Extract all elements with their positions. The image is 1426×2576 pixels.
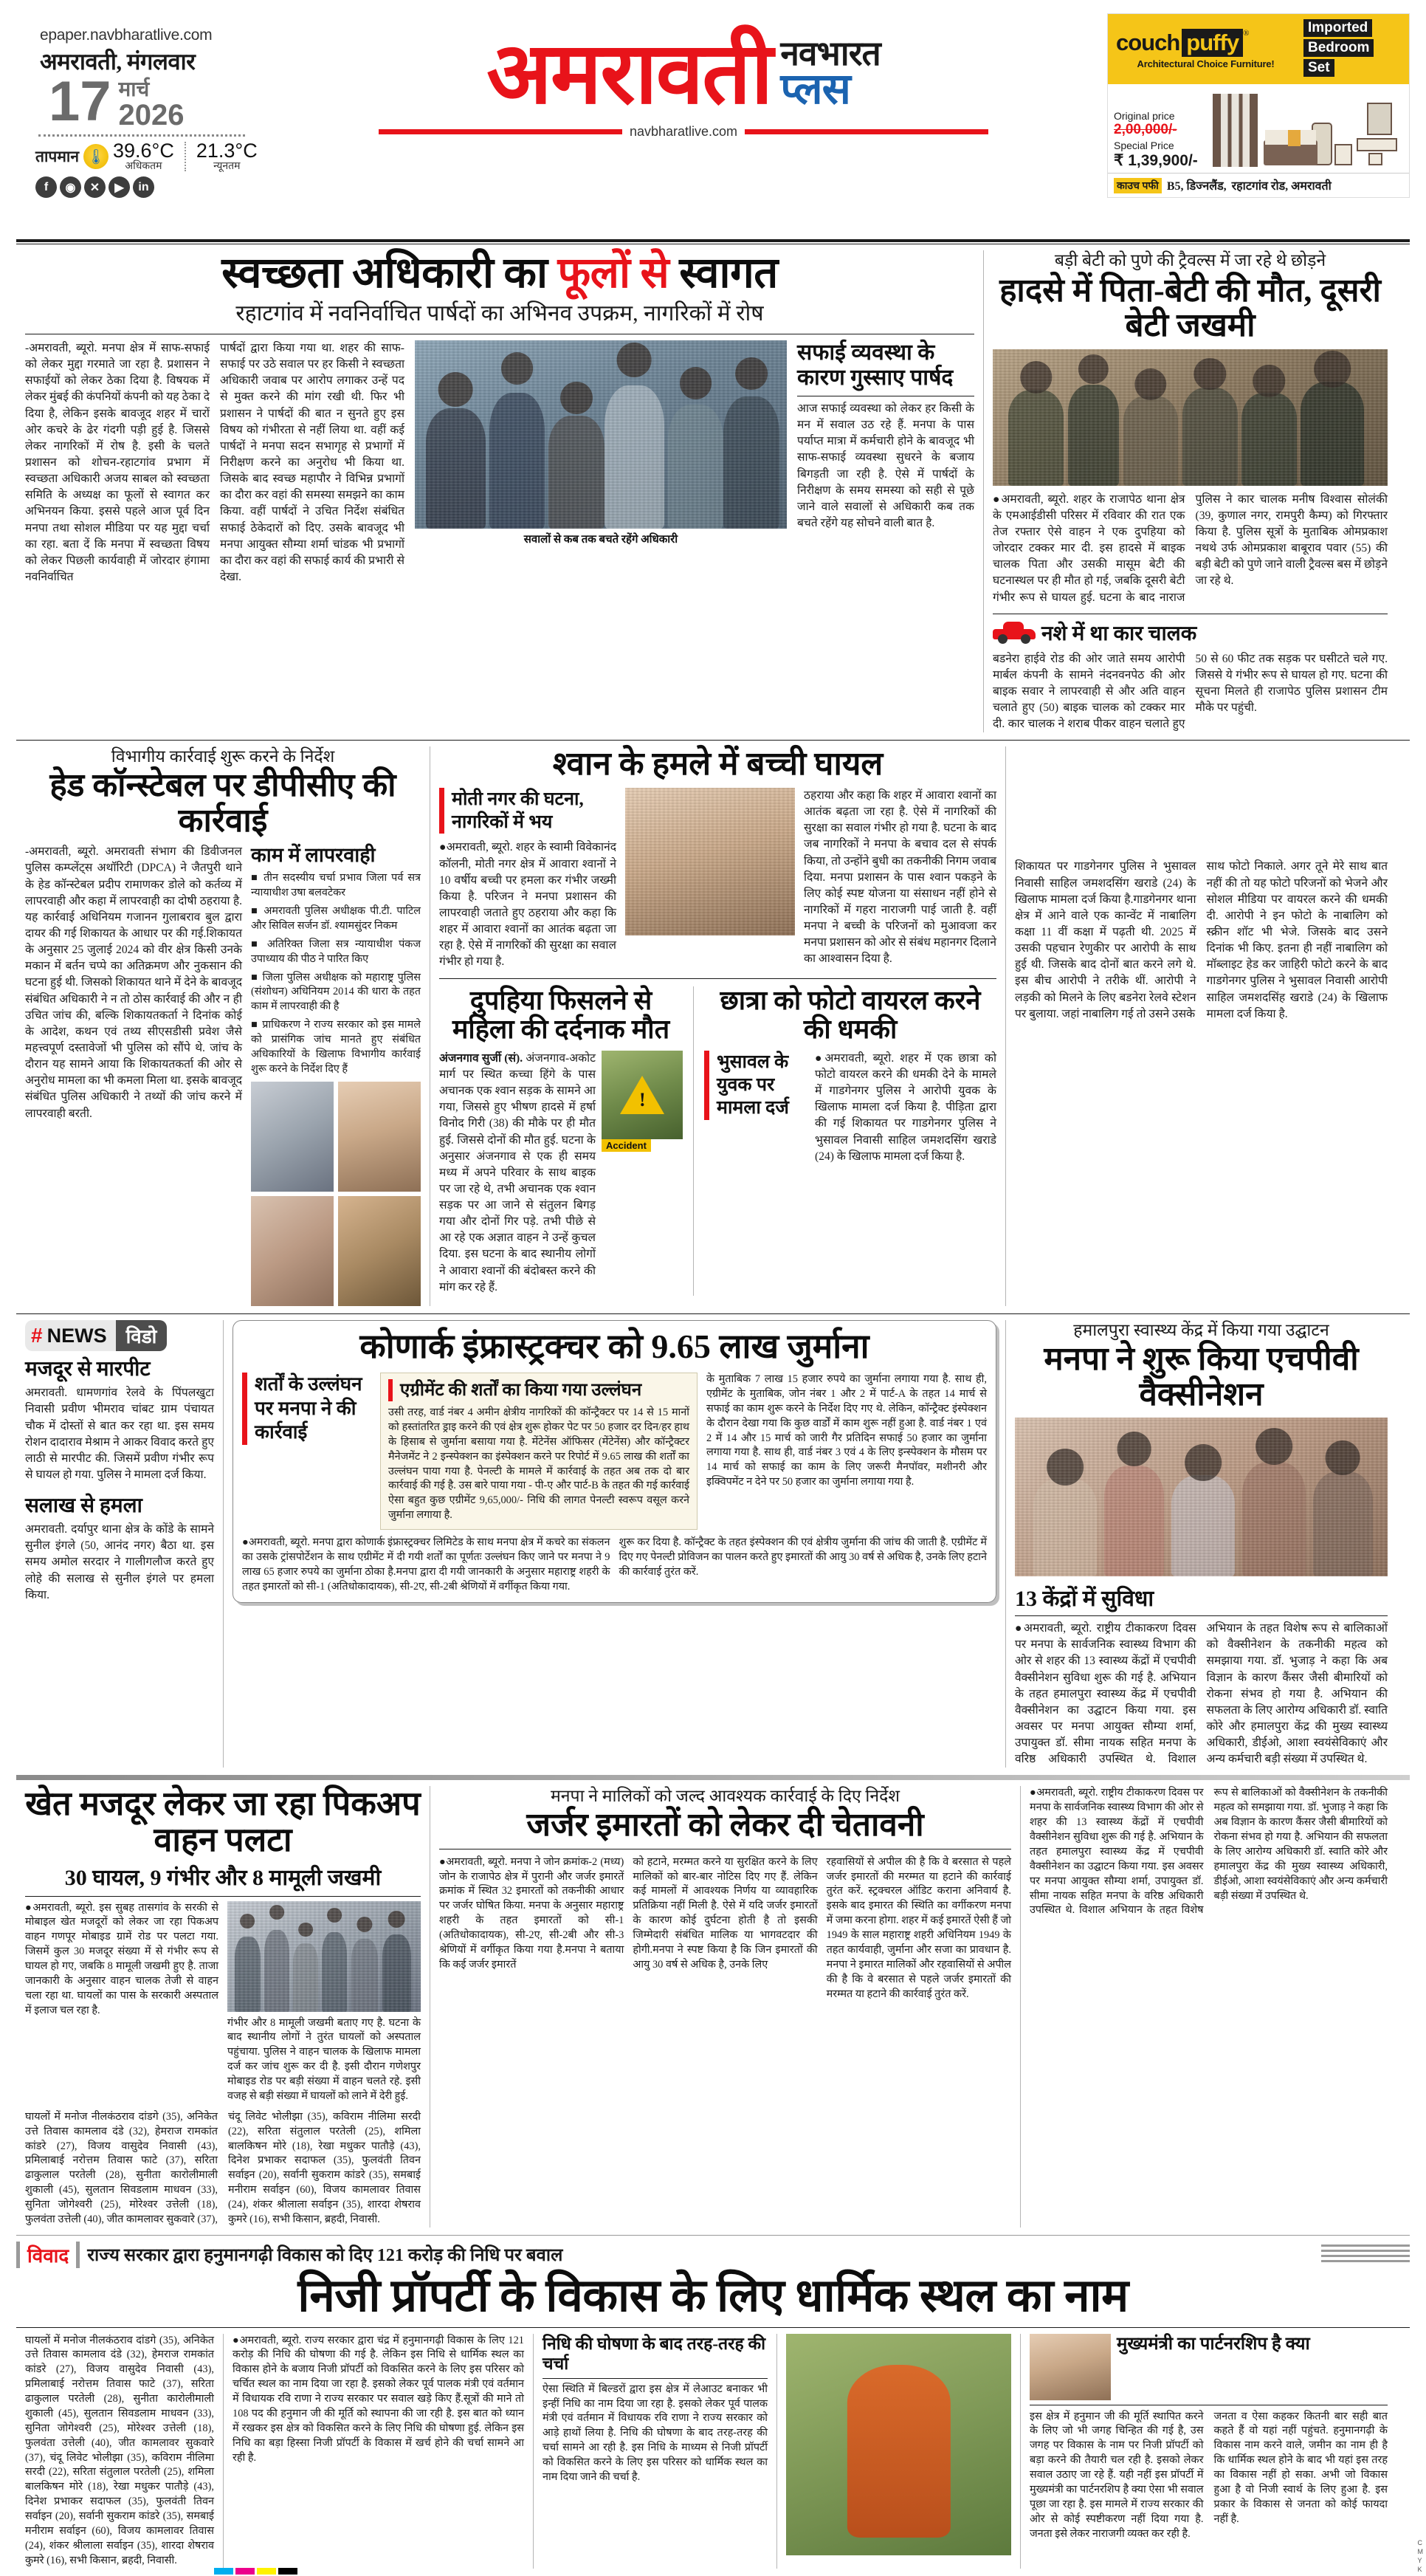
dpca-bullet: ■ तीन सदस्यीय चर्चा प्रभाव जिला पर्व सत्र न्यायाधीश उषा बलवटेकर xyxy=(251,872,421,899)
ad-footer-address-detail: रहाटगांव रोड, अमरावती xyxy=(1231,180,1332,193)
dpca-headline: हेड कॉन्स्टेबल पर डीपीसीए की कार्रवाई xyxy=(49,767,396,839)
dispute-headline: निजी प्रॉपर्टी के विकास के लिए धार्मिक स्थल का नाम xyxy=(297,2270,1129,2321)
lead-kicker: रहाटगांव में नवनिर्वाचित पार्षदों का अभिनव उपक्रम, नागरिकों में रोष xyxy=(235,301,764,326)
driver-body: बडनेरा हाईवे रोड की ओर जाते समय आरोपी मार्बल कंपनी के सामने नंदनवनपेठ की ओर बाइक सवार ने लापरवाही से और अति वाहन चलाते हुए (50) बाइक चालक को टक्कर मार दी. कार चालक ने शराब पीकर वाहन चलाते हुए 50 से 60 फीट तक सड़क पर घसीटते चले गए. जिससे ये गंभीर रूप से घायल हो गए. घटना की सूचना मिलते ही राजापेठ पुलिस प्रशासन टीम मौके पर पहुंची. xyxy=(993,652,1388,731)
dispute-col-2 xyxy=(533,2334,776,2569)
facebook-icon[interactable]: f xyxy=(35,176,57,198)
dpca-bullet: ■ अमरावती पुलिस अधीक्षक पी.टी. पाटिल और सिविल सर्जन डॉ. श्यामसुंदर निकम xyxy=(251,905,421,932)
lead-sidebar: सफाई व्यवस्था के कारण गुस्साए पार्षद आज सफाई व्यवस्था को लेकर हर किसी के मन में सवाल उठ रहे हैं. मनपा के पास पर्याप्त मात्रा में कर्मचारी होने के बावजूद भी साफ-सफाई व्यवस्था सुधरने के बजाय बिगड़ती जा रही है. ऐसे में पार्षदों के निरीक्षण के समय समस्या को सही से पूछे जाने वाले सवालों से अधिकारी कब तक बचते रहेंगे यह सोचने वाली बात है. xyxy=(797,340,974,529)
lead-story xyxy=(16,250,983,732)
date-month: मार्च xyxy=(118,78,150,101)
photo-threat-headline: छात्रा को फोटो वायरल करने की धमकी xyxy=(720,985,981,1045)
hash-icon: # xyxy=(31,1324,43,1347)
video-label[interactable]: विडो xyxy=(116,1320,168,1351)
konark-box xyxy=(232,1320,996,1602)
buildings-kicker: मनपा ने मालिकों को जल्द आवश्यक कार्रवाई के दिए निर्देश xyxy=(550,1787,900,1806)
ad-brand-puffy: puffy xyxy=(1182,29,1243,57)
hpv-body: ●अमरावती, ब्यूरो. राष्ट्रीय टीकाकरण दिवस पर मनपा के सार्वजनिक स्वास्थ्य विभाग की ओर से शहर की 13 स्वास्थ्य केंद्रों में एचपीवी वैक्सीनेशन सुविधा शुरू की गई है. अभियान के तहत हमालपुरा स्वास्थ्य केंद्र में एचपीवी वैक्सीनेशन का उद्घाटन किया गया. इस अवसर पर मनपा आयुक्त सौम्या शर्मा, उपायुक्त डॉ. सीमा नायक सहित मनपा के वरिष्ठ अधिकारी उपस्थित थे. विशाल अभियान के तहत विशेष रूप से बालिकाओं को वैक्सीनेशन के तकनीकी महत्व को समझाया गया. डॉ. भुजाड़ ने कहा कि अब विज्ञान के कारण कैंसर जैसी बीमारियों को रोकना संभव हो गया है. अभियान की सफलता के लिए आरोग्य अधिकारी डॉ. स्वाति कोरे और हमालपुरा केंद्र की मुख्य स्वास्थ्य अधिकारी, डीईओ, आशा स्वयंसेविकाएं और अन्य कर्मचारी बड़ी संख्या में उपस्थित थे. xyxy=(1015,1622,1388,1766)
brief-headline-1: मजदूर से मारपीट xyxy=(25,1358,151,1381)
buildings-body-3: रहवासियों से अपील की है कि वे बरसात से पहले जर्जर इमारतों की मरम्मत या हटाने की कार्रवाई तुरंत करें. स्ट्रक्चरल ऑडिट कराना अनिवार्य है. इसके बाद इमारत की स्थिति का वर्गीकरण मनपा में जमा करना होगा. शहर में कई इमारतें ऐसी हैं जो 1949 के साल महाराष्ट्र शहरी अधिनियम 1949 के तहत कार्यवाही, जुर्माना और सजा का प्रावधान है. मनपा ने इमारत मालिकों और रहवासियों से अपील की है कि वे बरसात से पहले जर्जर इमारतों की मरम्मत या हटाने की कार्रवाई तुरंत करें. xyxy=(826,1855,1011,2000)
dispute-strip xyxy=(16,2235,1410,2268)
hpv-tail-body: ●अमरावती, ब्यूरो. राष्ट्रीय टीकाकरण दिवस पर मनपा के सार्वजनिक स्वास्थ्य विभाग की ओर से शहर की 13 स्वास्थ्य केंद्रों में एचपीवी वैक्सीनेशन सुविधा शुरू की गई है. अभियान के तहत हमालपुरा स्वास्थ्य केंद्र में एचपीवी वैक्सीनेशन का उद्घाटन किया गया. इस अवसर पर मनपा आयुक्त सौम्या शर्मा, उपायुक्त डॉ. सीमा नायक सहित मनपा के वरिष्ठ अधिकारी उपस्थित थे. विशाल अभियान के तहत विशेष रूप से बालिकाओं को वैक्सीनेशन के तकनीकी महत्व को समझाया गया. डॉ. भुजाड़ ने कहा कि अब विज्ञान के कारण कैंसर जैसी बीमारियों को रोकना संभव हो गया है. अभियान की सफलता के लिए आरोग्य अधिकारी डॉ. स्वाति कोरे और हमालपुरा केंद्र की मुख्य स्वास्थ्य अधिकारी, डीईओ, आशा स्वयंसेविकाएं और अन्य कर्मचारी बड़ी संख्या में उपस्थित थे. xyxy=(1030,1787,1388,1917)
temperature-block xyxy=(16,141,260,172)
temperature-label: तापमान xyxy=(35,148,79,165)
buildings-story xyxy=(430,1786,1020,2227)
dispute-statue-col xyxy=(776,2334,1020,2569)
temperature-min-value: 21.3°C xyxy=(196,140,258,162)
pickup-story xyxy=(16,1786,430,2227)
brief-body-2: अमरावती. दर्यापुर थाना क्षेत्र के कोंडे के सामने सुनील इंगले (50, आनंद नगर) बैठा था. इस समय अमोल सरदार ने गालीगलौज करते हुए लोहे की सलाख से सुनील इंगले पर हमला किया. xyxy=(25,1523,214,1601)
youtube-icon[interactable]: ▶ xyxy=(108,176,130,198)
dog-deck: मोती नगर की घटना, नागरिकों में भय xyxy=(439,788,616,834)
dpca-mugshots xyxy=(251,1082,421,1192)
dispute-body-2: ऐसा स्थिति में बिल्डरों द्वारा इस क्षेत्र में लेआउट बनाकर भी इन्हीं निधि का नाम दिया जा रहा है. इसको लेकर पूर्व पालक मंत्री एवं वर्तमान में विधायक रवि राणा ने राज्य सरकार को आड़े हाथों लिया है. निधि की घोषणा के बाद तरह-तरह की चर्चा सामने आ रही है. इस निधि के माध्यम से निजी प्रॉपर्टी को विकसित करने के लिए इस परिसर को धार्मिक स्थल का नाम दिया जाने की चर्चा है. xyxy=(542,2383,768,2483)
photo-threat-body-1: ●अमरावती, ब्यूरो. शहर में एक छात्रा को फोटो वायरल करने की धमकी देने के मामले में गाडगेनगर पुलिस ने आरोपी युवक के खिलाफ मामला दर्ज किया है. पीड़िता द्वारा की गई शिकायत पर गाडगेनगर पुलिस ने भुसावल निवासी साहिल जमशदसिंग खराडे (24) के खिलाफ मामला दर्ज किया है. xyxy=(815,1051,996,1163)
ad-line-imported: Imported xyxy=(1303,19,1372,37)
accident-kicker: बड़ी बेटी को पुणे की ट्रैवल्स में जा रहे थे छोड़ने xyxy=(1054,251,1326,269)
lead-side-headline: सफाई व्यवस्था के कारण गुस्साए पार्षद xyxy=(797,340,954,391)
dog-body-left: ●अमरावती, ब्यूरो. शहर के स्वामी विवेकानंद कॉलनी, मोती नगर क्षेत्र में आवारा श्वानों ने 10 वर्षीय बच्ची पर हमला कर गंभीर जख्मी किया है. परिजन ने मनपा प्रशासन की लापरवाही जताते हुए ठहराया और कहा कि शहर में आवारा श्वानों का आतंक बढ़ता जा रहा है. ऐसे में नागरिकों की सुरक्षा का सवाल गंभीर हो गया है. xyxy=(439,841,616,969)
accident-photo xyxy=(993,349,1388,486)
lead-body-left2: पार्षदों द्वारा किया गया था. शहर की साफ-सफाई पर उठे सवाल पर हर किसी ने स्वच्छता अधिकारी जवाब पर आरोप लगाकर उन्हें पद से मुक्त करने की मांग रखी थी. फिर भी प्रशासन ने पार्षदों की बात न सुनते हुए इस विषय को गंभीरता से नहीं लिया था. वहीं कई पार्षदों ने मनपा सदन सभागृह से प्रभागों में निरीक्षण करने का अनुरोध भी किया था. जिसके बाद स्वच्छ महापौर ने विभिन्न प्रभागों का दौरा कर वहां की समस्या समझने का काम किया. वहीं पार्षदों ने उचित निर्देश संबंधित सफाई ठेकेदारों को दिए. उसके बावजूद भी मनपा आयुक्त सौम्या शर्मा चांडक भी प्रभागों का दौरा कर वहां की सफाई कार्य की प्रभारी से देखा. xyxy=(220,341,404,583)
mugshot xyxy=(251,1082,334,1192)
newspaper-logo-title: अमरावती xyxy=(486,27,772,122)
thermometer-icon: 🌡 xyxy=(83,144,108,169)
dpca-body: -अमरावती, ब्यूरो. अमरावती संभाग की डिवीजनल पुलिस कम्प्लेंट्स अथॉरिटी (DPCA) ने जैतपुरी थाने के हेड कॉन्स्टेबल प्रदीप रामाणकर डोले को कर्तव्य में लापरवाही और कहा में लापरवाही का दोषी ठहराया है. यह कार्रवाई अधिनियम गजानन गुलाबराव बुल द्वारा दायर की गई शिकायत के आधार पर की गई.शिकायत के अनुसार 25 जुलाई 2024 को वीर क्षेत्र किसी उनके मकान में बर्तन चप्पे का अतिक्रमण और नुकसान की घटना हुई थी. जिसको शिकायत थाने में देने के बावजूद संबंधित अधिकारी ने न तो ठोस कार्रवाई की और न ही उचित जांच की, बल्कि शिकायतकर्ता ने दिनांक कोई के आदेश, कथन एवं तथ्य सीएसडीसी प्रवेश जैसे महत्त्वपूर्ण दस्तावेजों भी पुलिस को सौंपे थे. जांच के दौरान यह सामने आया कि शिकायतकर्ता की ओर से अनुरोध मामला का भी कमला मिला था. इसके बावजूद संबंधित पुलिस अधिकारी ने तथ्यों की जांच करने में लापरवाही बरती. xyxy=(25,845,242,1120)
accident-warning-photo xyxy=(602,1051,683,1139)
ad-special-price-label: Special Price xyxy=(1114,140,1174,151)
news-video-column[interactable] xyxy=(16,1320,223,1768)
warning-triangle-icon xyxy=(620,1076,664,1114)
cm-partnership-headline: मुख्यमंत्री का पार्टनरशिप है क्या xyxy=(1117,2334,1310,2354)
konark-deck: शर्तों के उल्लंघन पर मनपा ने की कार्रवाई xyxy=(242,1373,371,1445)
dog-body-right: ठहराया और कहा कि शहर में आवारा श्वानों का आतंक बढ़ता जा रहा है. ऐसे में नागरिकों की सुरक्षा का सवाल गंभीर हो गया है. घटना के बाद जब नागरिकों ने मनपा के बचाव दल से संपर्क किया, तो उन्होंने बुधी का तकनीकी निगम जवाब दिया. मनपा प्रशासन के पास श्वान पकड़ने के लिए कोई स्पष्ट योजना या संसाधन नहीं होने से नागरिकों में गहरा नाराजगी पाई जाती है. वहीं मनपा ने बच्ची के परिजनों को मुआवजा कर मनपा प्रशासन को ओर से संबंध महानगर दिलाने का आश्वासन दिया है. xyxy=(804,789,996,966)
dotted-divider xyxy=(38,134,245,137)
instagram-icon[interactable]: ◉ xyxy=(60,176,81,198)
decorative-lines xyxy=(1321,2244,1410,2265)
photo-threat-continued xyxy=(1005,746,1396,1306)
konark-headline: कोणार्क इंफ्रास्ट्रक्चर को 9.65 लाख जुर्माना xyxy=(359,1328,869,1366)
hpv-subhead: 13 केंद्रों में सुविधा xyxy=(1015,1587,1154,1612)
temperature-divider xyxy=(185,142,186,171)
accident-story xyxy=(983,250,1396,732)
lead-headline xyxy=(25,250,974,295)
dpca-bullets xyxy=(251,871,421,1076)
ad-footer-logo: काउच पफी xyxy=(1114,178,1162,193)
dispute-tag: विवाद xyxy=(16,2242,80,2268)
dog-attack-story xyxy=(430,746,1005,1306)
ad-original-price-value: 2,00,000/- xyxy=(1114,122,1177,137)
dispute-col-3 xyxy=(1020,2334,1396,2569)
ad-footer-address: B5, डिज्नलैंड, xyxy=(1166,180,1227,193)
ad-line-bedroom: Bedroom xyxy=(1303,39,1374,57)
slip-headline: दुपहिया फिसलने से महिला की दर्दनाक मौत xyxy=(452,985,670,1045)
dispute-sub-headline: निधि की घोषणा के बाद तरह-तरह की चर्चा xyxy=(542,2334,766,2374)
twitter-x-icon[interactable]: ✕ xyxy=(84,176,106,198)
ad-line-set: Set xyxy=(1303,59,1334,77)
buildings-body-2: को हटाने, मरम्मत करने या सुरक्षित करने के लिए मालिकों को बार-बार नोटिस दिए गए हैं. लेकिन कई मामलों में आवश्यक निर्णय या व्यावहारिक प्रतिक्रिया नहीं मिली है. ऐसे में यदि जर्जर इमारतों के कारण कोई दुर्घटना होती है तो इसकी जिम्मेदारी संबंधित मालिक या भागवटदार की होगी.मनपा ने स्पष्ट किया है कि जिन इमारतों की आयु 30 वर्ष से अधिक है, उनके लिए xyxy=(633,1855,818,1971)
epaper-url[interactable]: epaper.navbharatlive.com xyxy=(40,27,213,44)
pickup-body-1: ●अमरावती, ब्यूरो. इस सुबह तासगांव के सरकी से मोबाइल खेत मजदूरों को लेकर जा रहा पिकअप वाहन गणपूर मोबाइड ग्रामें रोड पर पलटा गया. जिसमें कुल 30 मजदूर संख्या में से गंभीर रूप से घायल हो गए, जबकि 8 मामूली जखमी हुए है. ताजा जानकारी के अनुसार वाहन चालक तेजी से वाहन चला रहा था. घायलों का पास के सरकारी अस्पताल में इलाज चल रहा है. xyxy=(25,1901,218,2016)
konark-body-1: ●अमरावती, ब्यूरो. मनपा द्वारा कोणार्क इंफ्रास्ट्रक्चर लिमिटेड के साथ मनपा क्षेत्र में कचरे का संकलन का उसके ट्रांसपोर्टेशन के साथ एग्रीमेंट में दी गयी शर्तों का पूर्णतः उल्लंघन किए जाने पर मनपा ने 9 लाख 65 हजार रुपये का जुर्माना ठोका है.मनपा द्वारा दी गयी जानकारी के अनुसार महाराष्ट्र शहरी के तहत इमारतों को सी-1 (अतिधोकादायक), सी-2ए, सी-2बी श्रेणियों में वर्गीकृत किया गया. xyxy=(242,1536,610,1593)
masthead-logo-area xyxy=(260,13,1107,140)
city-and-day: अमरावती, मंगलवार xyxy=(40,49,196,75)
photo-threat-story xyxy=(693,986,996,1296)
logo-plus: प्लस xyxy=(780,65,850,114)
photo-threat-body-cols: शिकायत पर गाडगेनगर पुलिस ने भुसावल निवासी साहिल जमशदसिंग खराडे (24) के खिलाफ मामला दर्ज किया है.गाडगेनगर थाना क्षेत्र में आने वाले एक कान्वेंट में नाबालिग कक्षा 11 वीं कक्षा में पढ़ती थी. 2025 में उसकी पहचान रेणुकीर पर आरोपी के साथ हुई थी. जिसके बाद दोनों बात करने लगे थे. इस बीच आरोपी ने तरीके थीं. आरोपी ने लड़की को मिलने के लिए बडनेरा रेलवे स्टेशन पर बुलाया. जहां नाबालिग गई तो उसने उसके साथ फोटो निकाले. अगर तूने मेरे साथ बात नहीं की तो यह फोटो परिजनों को भेजने और सोशल मीडिया पर वायरल करने की धमकी दी. आरोपी ने इन फोटो के नाबालिग को स्क्रीन शॉट भी भेजे. जिसके बाद उसने दिनांक भी किए. इतना ही नहीं नाबालिग को मॉब्लाइट हेड कर जाहिरी फोटो करने के बाद गाडगेनगर पुलिस ने भुसावल निवासी आरोपी साहिल जमशदसिंह खराडे (24) के खिलाफ मामला दर्ज किया है. xyxy=(1015,860,1388,1020)
buildings-headline: जर्जर इमारतों को लेकर दी चेतावनी xyxy=(526,1807,924,1844)
masthead-rule xyxy=(16,239,1410,242)
hpv-headline: मनपा ने शुरू किया एचपीवी वैक्सीनेशन xyxy=(1044,1341,1359,1412)
temperature-min-label: न्यूनतम xyxy=(213,161,241,172)
dispute-left-spacer xyxy=(16,2334,223,2569)
accident-body: ●अमरावती, ब्यूरो. शहर के राजापेठ थाना क्षेत्र के एमआईडीसी परिसर में रविवार की रात एक तेज रफ्तार ऐसे वाहन ने एक दुपहिया को जोरदार टक्कर मार दी. इस हादसे में बाइक चालक पिता और उसकी मासूम बेटी की घटनास्थल पर ही मौत हो गई, जबकि दूसरी बेटी गंभीर रूप से घायल हुई. घटना के बाद नाराज पुलिस ने कार चालक मनीष विश्वास सोलंकी (39, कुणाल नगर, रामपुरी कैम्प) को गिरफ्तार किया है. पुलिस सूत्रों के मुताबिक ओमप्रकाश नथथे उर्फ ओमप्रकाश बाबूराव पवार (55) की बड़ी बेटी को पुणे जाने वाली ट्रैवल्स बस में छोड़ने जा रहे थे. xyxy=(993,492,1388,604)
konark-tint-body: उसी तरह, वार्ड नंबर 4 अमीन क्षेत्रीय नागरिकों की कॉन्ट्रैक्टर पर 14 से 15 मानों को हस्तांतरित ड्राइ करने की एवं क्षेत्र शुरू होकर पेट पर 50 हजार दर दिन/हर हाथ के हिसाब से जुर्माना बसाया गया है. मेंटेनेंस ऑफिसर (मेंटेनेंस) और कॉन्ट्रैक्टर मैनेजमेंट ने 2 इन्स्पेक्शन का इंस्पेक्शन करने पर रिपोर्ट में 9.65 लाख की शर्तों का उल्लंघन पाया गया है. पेनल्टी के मामले में कार्रवाई के तहत अब तक दो बार कार्रवाई की गई है. उस बारे पाया गया - पी-ए और पार्ट-B के तहत की गई कार्रवाई ऐसा बहुत कुछ एग्रीमेंट 9,65,000/- निधि की लागत पेनल्टी स्वरूप वसूल करने जुर्माना लगाया है. xyxy=(388,1407,689,1522)
lead-headline-highlight: फूलों से xyxy=(557,249,669,297)
konark-body-3: के मुताबिक 7 लाख 15 हजार रुपये का जुर्माना लगाया गया है. साथ ही, एग्रीमेंट के मुताबिक, जोन नंबर 1 और 2 में पार्ट-A के तहत 14 मार्च से सफाई का काम शुरू करने के निर्देश दिए गए थे. लेकिन, कॉन्ट्रैक्ट इंस्पेक्शन के दौरान देखा गया कि कुछ वार्डों में काम शुरू नहीं हुआ है. वार्ड नंबर 1 एवं 2 में 14 और 15 मार्च को जारी गैर प्रतिदिन सफाई 50 हजार का जुर्माना लगाया गया है. साथ ही, वार्ड नंबर 3 एवं 4 के लिए इन्स्पेक्शन के मौसम पर 14 मार्च को सफाई का काम के लिए जरूरी मैनपॉवर, मशीनरी और इक्विपमेंट न देने पर 50 हजार का जुर्माना लगाया गया है. xyxy=(706,1373,987,1488)
konark-tint-headline: एग्रीमेंट की शर्तों का किया गया उल्लंघन xyxy=(388,1379,689,1401)
lead-headline-part1: स्वच्छता अधिकारी का xyxy=(221,249,558,297)
buildings-body-1: ●अमरावती, ब्यूरो. मनपा ने जोन क्रमांक-2 (मध्य) जोन के राजापेठ क्षेत्र में पुरानी और जर्जर इमारतें क्रमांक में स्थित 32 इमारतों को तकनीकी आधार पर जर्जर घोषित किया. मनपा के अनुसार महाराष्ट्र शहरी के तहत इमारतों को सी-1 (अतिधोकादायक), सी-2ए, सी-2बी और सी-3 श्रेणियों में वर्गीकृत किया गया है.मनपा ने बताया कि कई जर्जर इमारतें xyxy=(439,1855,624,1971)
top-news-grid xyxy=(16,250,1410,732)
hpv-tail-column xyxy=(1020,1786,1396,2227)
dispute-body-grid xyxy=(16,2334,1410,2569)
website-strip xyxy=(260,124,1107,140)
registered-trademark-icon: ® xyxy=(1243,29,1250,38)
dpca-kicker: विभागीय कार्रवाई शुरू करने के निर्देश xyxy=(111,747,335,766)
red-bar-right xyxy=(745,129,988,134)
konark-tint-box xyxy=(380,1373,698,1530)
dispute-strip-text: राज्य सरकार द्वारा हनुमानगढ़ी विकास को दिए 121 करोड़ की निधि पर बवाल xyxy=(87,2246,563,2266)
hanuman-statue-photo xyxy=(786,2334,1011,2555)
dpca-bullet: ■ अतिरिक्त जिला सत्र न्यायाधीश पंकज उपाध्याय की पीठ ने पारित किए xyxy=(251,938,421,965)
accident-headline: हादसे में पिता-बेटी की मौत, दूसरी बेटी जखमी xyxy=(999,272,1381,344)
date-year: 2026 xyxy=(118,99,185,131)
pickup-names-overflow: घायलों में मनोज नीलकंठराव दांडगे (35), अनिकेत उत्ते तिवास कामलाव दंडे (32), हेमराज रामकांत कांडरे (27), विजय वासुदेव निवासी (43), प्रमिलाबाई नरोत्तम तिवास फाटे (37), सरिता ढाकुलाल परतेली (28), सुनीता कारोलीमाली शुकाली (45), सुलतान सिवडलाम माधवन (33), सुनिता जोगेश्वरी (25), मोरेश्वर उत्तेली (18), फुलवंता उत्तेली (40), जीत कामलावर सुकवारे (37), चंदू लिवेट भोलीझा (35), कविराम नीलिमा सरदी (22), सरिता संतुलाल परतेली (25), शमिला बालकिषन मोरे (18), रेखा मधुकर पातौड़े (43), दिनेश प्रभाकर सदाफल (35), फुलवंती तिवन सर्वाइन (20), सर्वानी सुकराम कांडरे (35), समबाई मनीराम सर्वाइन (60), विजय कामलावर तिवास (24), शंकर श्रीलाला सर्वाइन (35), शारदा शेषराव कुमरे (16), सभी किसान, ब्रहदी, निवासी. xyxy=(25,2334,214,2566)
brief-body-1: अमरावती. धामणगांव रेलवे के पिंपलखुटा निवासी प्रवीण भीमराव चांबट ग्राम पंचायत चौक में दोस्तों से बात कर रहा था. इस समय रोशन दादाराव मेश्राम ने आकर विवाद करते हुए लाठी से मारपीट की. जिसमें प्रवीण गंभीर रूप से घायल हो गया. पुलिस ने मामला दर्ज किया. xyxy=(25,1387,214,1482)
dog-headline: श्वान के हमले में बच्ची घायल xyxy=(552,746,884,783)
lead-photo xyxy=(415,340,787,529)
brief-headline-2: सलाख से हमला xyxy=(25,1494,142,1518)
third-news-grid xyxy=(16,1320,1410,1768)
dispute-body-3: इस क्षेत्र में हनुमान जी की मूर्ति स्थापित करने के लिए जो भी जगह चिन्हित की गई है, उस जगह पर विकास के नाम पर निजी प्रॉपर्टी को बड़ा करने की तैयारी चल रही है. इसको लेकर सवाल उठाए जा रहे हैं. यही नहीं इस प्रॉपर्टी में मुख्यमंत्री का पार्टनरशिप है क्या ऐसा भी सवाल पूछा जा रहा है. इस मामले में राज्य सरकार की ओर से कोई स्पष्टीकरण नहीं दिया गया है. जनता इसे लेकर नाराजगी व्यक्त कर रही है. जनता व ऐसा कहकर कितनी बार सही बात कहते हैं वो यहां नहीं पहुंचते. हनुमानगढ़ी के विकास नाम करने वाले, जमीन का नाम ही है कि धार्मिक स्थल होने के बाद भी यहां इस तरह का विकास नहीं हो सका. अभी जो विकास हुआ है वो निजी स्वार्थ के लिए हुआ है. इस प्रकार के विकास से जनता को कोई फायदा नहीं है. xyxy=(1030,2410,1388,2540)
masthead xyxy=(16,13,1410,235)
ad-footer xyxy=(1108,173,1409,197)
ad-header xyxy=(1108,14,1409,84)
temperature-max-value: 39.6°C xyxy=(113,140,174,162)
ad-product-image xyxy=(1201,87,1403,170)
news-video-badge[interactable] xyxy=(25,1320,167,1351)
date-day: 17 xyxy=(49,70,111,133)
dispute-body-1: ●अमरावती, ब्यूरो. राज्य सरकार द्वारा चंद्र में हनुमानगढ़ी विकास के लिए 121 करोड़ की निधि की घोषणा की गई है. लेकिन इस निधि से धार्मिक स्थल का विकास होने के बजाय निजी प्रॉपर्टी को विकसित करने के लिए इस परिसर को चर्चित स्थल का नाम दिया जा रहा है. इसको लेकर पूर्व पालक मंत्री एवं वर्तमान में विधायक रवि राणा ने राज्य सरकार पर सवाल खड़े किए हैं.सूत्रों की माने तो 108 पद की हनुमान जी की मूर्ति को स्थापना की जा रही है. इस बात को ध्यान में रखकर इस क्षेत्र को विकसित करने के लिए निधि की घोषणा हुई. लेकिन इस निधि का बड़ा हिस्सा निजी प्रॉपर्टी के विकास में खर्च होने की चर्चा सामने आ रही है. xyxy=(232,2334,524,2464)
pickup-photo xyxy=(227,1901,421,2012)
ad-original-price-label: Original price xyxy=(1114,110,1175,122)
cm-portrait xyxy=(1030,2334,1111,2400)
lead-body-left: -अमरावती, ब्यूरो. मनपा क्षेत्र में साफ-सफाई को लेकर मुद्दा गरमाते जा रहा है. प्रशासन ने सफाईयों को लेकर ठेका दिया है. विषयक में लेकर मुंबई की कंपनियों कंपनी को यह ठेका दे दिया है, लेकिन इसके बावजूद शहर में चारों ओर कचरे के ढेर गंदगी पड़ी हुई है. जिससे लेकर नागरिकों में रोष है. इसी के चलते प्रशासन को शोचन-रहाटगांव प्रभाग में स्वच्छता अधिकारी अजय साबल को स्वच्छता समिति के अध्यक्ष का फूलों से स्वागत कर अभिनयन किया. इससे पहले आज पूर्व दिन मनपा तथा सोशल मीडिया पर यह मुद्दा चर्चा का रहा. बता दें कि मनपा में स्वच्छता विषय को लेकर पिछली कार्यवाही में जोरदार हंगामा नवनिर्वाचित xyxy=(25,341,210,583)
ad-brand-couch: couch xyxy=(1114,29,1182,57)
pickup-subhead: 30 घायल, 9 गंभीर और 8 मामूली जखमी xyxy=(64,1865,382,1890)
top-advertisement[interactable] xyxy=(1107,13,1410,198)
dpca-side-headline: काम में लापरवाही xyxy=(251,844,376,867)
dpca-story xyxy=(16,746,430,1306)
dpca-bullet: ■ जिला पुलिस अधीक्षक को महाराष्ट्र पुलिस (संशोधन) अधिनियम 2014 की धारा के तहत काम में लापरवाही की है xyxy=(251,971,421,1013)
ad-tagline: Architectural Choice Furniture! xyxy=(1137,58,1275,69)
section-divider xyxy=(16,1775,1410,1780)
slip-body: अंजनगाव सुर्जी (सं). अंजनगाव-अकोट मार्ग पर स्थित कच्चा हिंगे के पास अचानक एक श्वान सड़क के सामने आ गया, जिससे हुए भीषण हादसे में हर्षा विनोद गिरी (38) की मौके पर ही मौत हुई. जिससे दोनों की मौत हुई. घटना के अनुसार अंजनगाव से एक ही समय मध्य में अपने परिवार के साथ बाइक पर जा रहे थे, तभी अचानक एक श्वान सड़क पर आ जाने से संतुलन बिगड़ गया और दोनों गिर पड़े. तभी पीछे से आ रहे एक अज्ञात वाहन ने उन्हें कुचल दिया. इस घटना के बाद स्थानीय लोगों ने आवारा श्वानों की बंदोबस्त करने की मांग कर रहे हैं. xyxy=(439,1051,596,1294)
red-bar-left xyxy=(379,129,622,134)
middle-news-grid xyxy=(16,746,1410,1306)
konark-body-2: शुरू कर दिया है. कॉन्ट्रैक्ट के तहत इंस्पेक्शन की एवं क्षेत्रीय जुर्माना की जांच की जाती है. एग्रीमेंट में दिए गए पेनल्टी प्रोविजन का पालन करते हुए इमारतों की आयु 30 वर्ष से अधिक है, उनके लिए हटाने की कार्रवाई तुरंत करें. xyxy=(619,1536,987,1578)
mugshot xyxy=(338,1196,421,1306)
website-url[interactable]: navbharatlive.com xyxy=(629,124,738,140)
lead-photo-caption: सवालों से कब तक बचते रहेंगे अधिकारी xyxy=(523,533,678,546)
fourth-news-grid xyxy=(16,1786,1410,2227)
logo-navbharat: नवभारत xyxy=(780,35,881,73)
photo-threat-deck: भुसावल के युवक पर मामला दर्ज xyxy=(704,1051,807,1120)
temperature-max-label: अधिकतम xyxy=(125,161,162,172)
driver-kicker: नशे में था कार चालक xyxy=(1041,622,1197,645)
mugshot xyxy=(338,1082,421,1192)
car-icon xyxy=(993,622,1036,644)
news-label: NEWS xyxy=(46,1324,107,1347)
driver-story-header xyxy=(993,619,1388,647)
accident-ribbon: Accident xyxy=(602,1139,651,1152)
ad-body xyxy=(1108,84,1409,173)
pickup-headline: खेत मजदूर लेकर जा रहा पिकअप वाहन पलटा xyxy=(25,1785,421,1858)
masthead-left xyxy=(16,13,260,198)
hpv-photo xyxy=(1015,1418,1388,1576)
pickup-names-list: घायलों में मनोज नीलकंठराव दांडगे (35), अनिकेत उत्ते तिवास कामलाव दंडे (32), हेमराज रामकांत कांडरे (27), विजय वासुदेव निवासी (43), प्रमिलाबाई नरोत्तम तिवास फाटे (37), सरिता ढाकुलाल परतेली (28), सुनीता कारोलीमाली शुकाली (45), सुलतान सिवडलाम माधवन (33), सुनिता जोगेश्वरी (25), मोरेश्वर उत्तेली (18), फुलवंता उत्तेली (40), जीत कामलावर सुकवारे (37), चंदू लिवेट भोलीझा (35), कविराम नीलिमा सरदी (22), सरिता संतुलाल परतेली (25), शमिला बालकिषन मोरे (18), रेखा मधुकर पातौड़े (43), दिनेश प्रभाकर सदाफल (35), फुलवंती तिवन सर्वाइन (20), सर्वानी सुकराम कांडरे (35), समबाई मनीराम सर्वाइन (60), विजय कामलावर तिवास (24), शंकर श्रीलाला सर्वाइन (35), शारदा शेषराव कुमरे (16), सभी किसान, ब्रहदी, निवासी. xyxy=(25,2110,421,2225)
slip-story xyxy=(439,986,996,1296)
social-icons xyxy=(16,176,260,198)
hpv-kicker: हमालपुरा स्वास्थ्य केंद्र में किया गया उद्घाटन xyxy=(1073,1321,1329,1340)
print-color-bars xyxy=(214,2568,297,2575)
ad-special-price-value: ₹ 1,39,900/- xyxy=(1114,152,1198,169)
dpca-side xyxy=(251,844,421,1306)
cmyk-marks: C M Y K xyxy=(1417,2538,1423,2573)
konark-story xyxy=(223,1320,1005,1768)
lead-headline-part2: स्वागत xyxy=(669,249,778,297)
mugshot xyxy=(251,1196,334,1306)
dog-injury-photo xyxy=(625,788,795,935)
pickup-body-2: गंभीर और 8 मामूली जखमी बताए गए है. घटना के बाद स्थानीय लोगों ने तुरंत घायलों को अस्पताल पहुंचाया. पुलिस ने वाहन चालक के खिलाफ मामला दर्ज कर जांच शुरू कर दी है. इसी दौरान गणेशपुर मोबाइड रोड पर बड़ी संख्या में वाहन चलते रहे. इसी वजह से बड़ी संख्या में घायलों को लाने में देरी हुई. xyxy=(227,2016,421,2102)
hpv-story xyxy=(1005,1320,1396,1768)
dispute-col-1 xyxy=(223,2334,533,2569)
linkedin-icon[interactable]: in xyxy=(133,176,154,198)
dpca-bullet: ■ प्राधिकरण ने राज्य सरकार को इस मामले को प्रासंगिक जांच मानते हुए संबंधित अधिकारियों के खिलाफ विभागीय कार्रवाई शुरू करने के निर्देश दिए हैं xyxy=(251,1019,421,1075)
lead-photo-block xyxy=(415,340,787,585)
date-block xyxy=(16,70,260,133)
